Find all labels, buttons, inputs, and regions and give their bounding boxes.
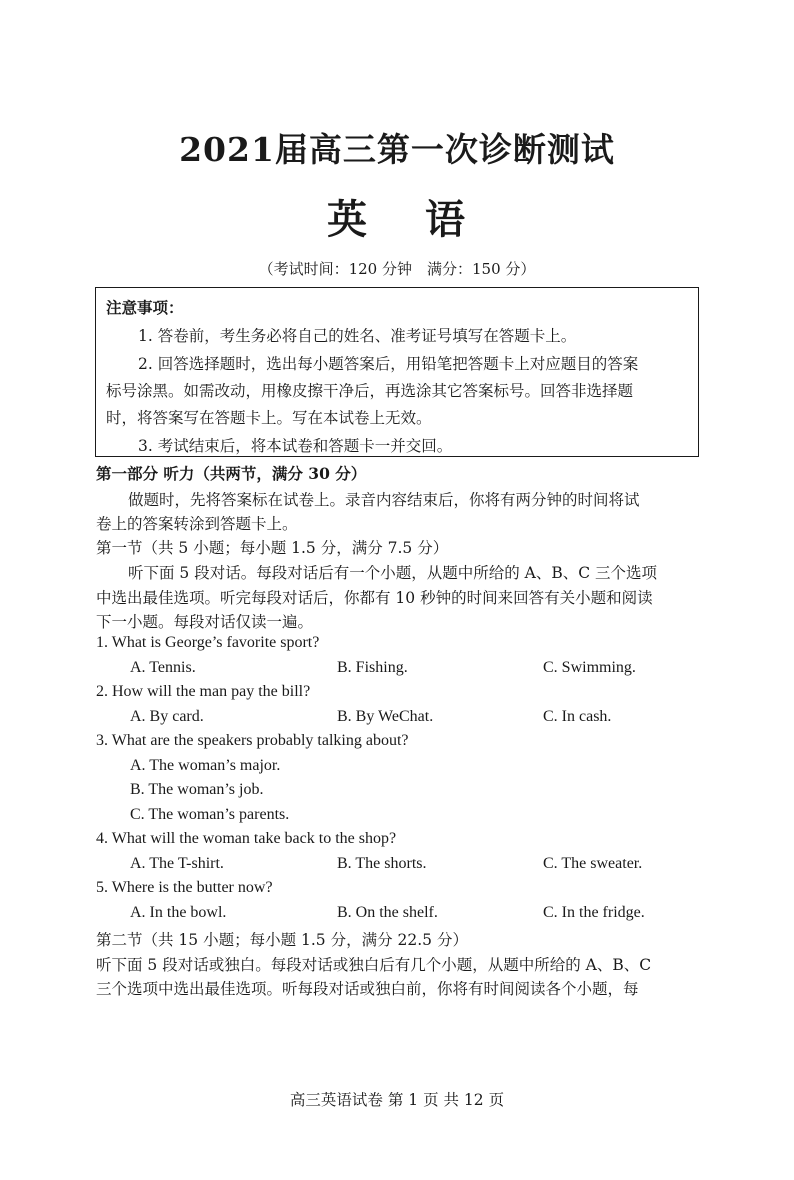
option-a: A. The T-shirt.	[130, 855, 224, 872]
notice-box	[95, 287, 699, 457]
option-b: B. The shorts.	[337, 855, 427, 872]
option-c: C. Swimming.	[543, 659, 636, 676]
section1-intro: 下一小题。每段对话仅读一遍。	[96, 613, 314, 631]
option-c: C. The woman’s parents.	[130, 806, 290, 823]
question-stem: 1. What is George’s favorite sport?	[96, 634, 320, 651]
subject-title: 英 语	[327, 196, 467, 243]
question-stem: 4. What will the woman take back to the shop?	[96, 830, 397, 847]
option-a: A. Tennis.	[130, 659, 196, 676]
section1-intro: 中选出最佳选项。听完每段对话后，你都有 10 秒钟的时间来回答有关小题和阅读	[96, 589, 653, 607]
exam-info: （考试时间：120 分钟 满分：150 分）	[258, 260, 536, 278]
notice-line: 2. 回答选择题时，选出每小题答案后，用铅笔把答题卡上对应题目的答案	[138, 355, 639, 373]
option-c: C. The sweater.	[543, 855, 643, 872]
option-a: A. The woman’s major.	[130, 757, 281, 774]
option-a: A. In the bowl.	[130, 904, 227, 921]
section1-intro: 听下面 5 段对话。每段对话后有一个小题，从题中所给的 A、B、C 三个选项	[128, 564, 658, 582]
option-b: B. The woman’s job.	[130, 781, 264, 798]
option-a: A. By card.	[130, 708, 204, 725]
option-c: C. In the fridge.	[543, 904, 645, 921]
part1-heading: 第一部分 听力（共两节，满分 30 分）	[96, 464, 367, 483]
page-footer: 高三英语试卷 第 1 页 共 12 页	[289, 1091, 505, 1109]
question-stem: 5. Where is the butter now?	[96, 879, 273, 896]
question-stem: 2. How will the man pay the bill?	[96, 683, 311, 700]
part1-intro: 做题时，先将答案标在试卷上。录音内容结束后，你将有两分钟的时间将试	[128, 491, 640, 509]
option-c: C. In cash.	[543, 708, 612, 725]
notice-line: 时，将答案写在答题卡上。写在本试卷上无效。	[106, 409, 432, 427]
question-stem: 3. What are the speakers probably talking about?	[96, 732, 409, 749]
option-b: B. Fishing.	[337, 659, 408, 676]
section2-intro: 三个选项中选出最佳选项。听每段对话或独白前，你将有时间阅读各个小题，每	[96, 980, 639, 998]
exam-title: 2021届高三第一次诊断测试	[179, 130, 615, 169]
notice-line: 1. 答卷前，考生务必将自己的姓名、准考证号填写在答题卡上。	[138, 327, 577, 345]
notice-line: 标号涂黑。如需改动，用橡皮擦干净后，再选涂其它答案标号。回答非选择题	[106, 382, 634, 400]
part1-intro: 卷上的答案转涂到答题卡上。	[96, 515, 298, 533]
section2-intro: 听下面 5 段对话或独白。每段对话或独白后有几个小题，从题中所给的 A、B、C	[96, 956, 652, 974]
section1-heading: 第一节（共 5 小题；每小题 1.5 分，满分 7.5 分）	[96, 539, 449, 557]
notice-heading: 注意事项：	[106, 298, 184, 317]
notice-line: 3. 考试结束后，将本试卷和答题卡一并交回。	[138, 437, 453, 455]
option-b: B. By WeChat.	[337, 708, 434, 725]
option-b: B. On the shelf.	[337, 904, 438, 921]
section2-heading: 第二节（共 15 小题；每小题 1.5 分，满分 22.5 分）	[96, 931, 468, 949]
